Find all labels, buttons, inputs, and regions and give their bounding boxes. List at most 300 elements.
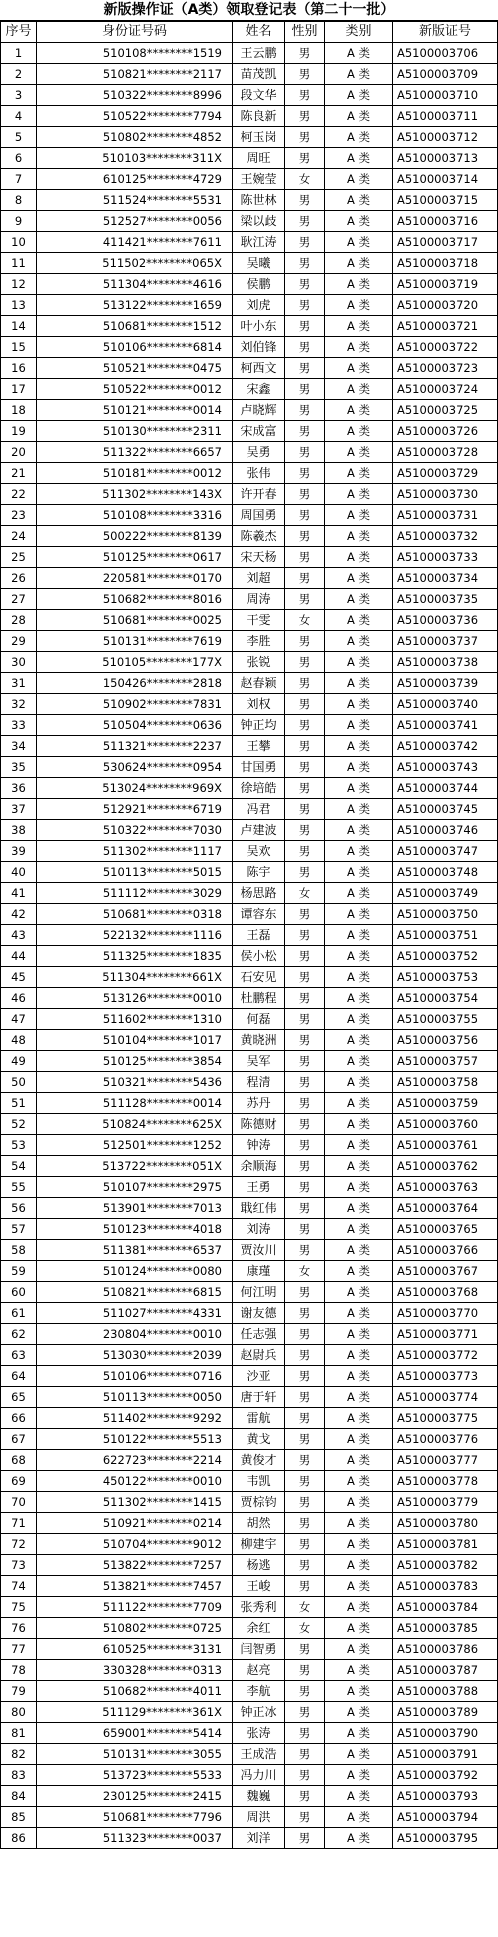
table-row <box>1 64 498 85</box>
cell-cert-number: A5100003714 <box>393 169 498 190</box>
cell-cert-number: A5100003745 <box>393 799 498 820</box>
cell-id-number: 513901********7013 <box>37 1198 233 1219</box>
cell-serial-no: 66 <box>1 1408 37 1429</box>
cell-serial-no: 55 <box>1 1177 37 1198</box>
cell-cert-number: A5100003760 <box>393 1114 498 1135</box>
cell-cert-number: A5100003770 <box>393 1303 498 1324</box>
cell-id-number: 230125********2415 <box>37 1786 233 1807</box>
cell-name: 赵春颖 <box>233 673 285 694</box>
cell-id-number: 510322********7030 <box>37 820 233 841</box>
cell-cert-number: A5100003730 <box>393 484 498 505</box>
cell-id-number: 230804********0010 <box>37 1324 233 1345</box>
cell-serial-no: 64 <box>1 1366 37 1387</box>
cell-category: A 类 <box>325 799 393 820</box>
cell-cert-number: A5100003740 <box>393 694 498 715</box>
cell-name: 陈羲杰 <box>233 526 285 547</box>
cell-id-number: 511323********0037 <box>37 1828 233 1849</box>
cell-cert-number: A5100003720 <box>393 295 498 316</box>
cell-name: 王磊 <box>233 925 285 946</box>
cell-cert-number: A5100003741 <box>393 715 498 736</box>
cell-category: A 类 <box>325 610 393 631</box>
cell-gender: 男 <box>285 253 325 274</box>
cell-id-number: 510106********6814 <box>37 337 233 358</box>
cell-category: A 类 <box>325 505 393 526</box>
table-row <box>1 1219 498 1240</box>
cell-id-number: 511322********6657 <box>37 442 233 463</box>
cell-gender: 男 <box>285 799 325 820</box>
table-row <box>1 358 498 379</box>
cell-category: A 类 <box>325 1576 393 1597</box>
cell-name: 吴军 <box>233 1051 285 1072</box>
cell-serial-no: 33 <box>1 715 37 736</box>
cell-category: A 类 <box>325 295 393 316</box>
table-row <box>1 946 498 967</box>
cell-name: 徐培皓 <box>233 778 285 799</box>
cell-serial-no: 19 <box>1 421 37 442</box>
cell-cert-number: A5100003747 <box>393 841 498 862</box>
cell-serial-no: 68 <box>1 1450 37 1471</box>
cell-id-number: 622723********2214 <box>37 1450 233 1471</box>
cell-gender: 男 <box>285 1387 325 1408</box>
cell-cert-number: A5100003783 <box>393 1576 498 1597</box>
cell-name: 王峻 <box>233 1576 285 1597</box>
cell-name: 王云鹏 <box>233 43 285 64</box>
cell-category: A 类 <box>325 1135 393 1156</box>
cell-id-number: 513723********5533 <box>37 1765 233 1786</box>
table-row <box>1 337 498 358</box>
cell-name: 余顺海 <box>233 1156 285 1177</box>
cell-category: A 类 <box>325 1345 393 1366</box>
cell-gender: 男 <box>285 1282 325 1303</box>
table-row <box>1 715 498 736</box>
cell-serial-no: 38 <box>1 820 37 841</box>
cell-gender: 男 <box>285 85 325 106</box>
cell-category: A 类 <box>325 64 393 85</box>
table-header <box>1 22 498 43</box>
cell-name: 魏巍 <box>233 1786 285 1807</box>
cell-gender: 男 <box>285 295 325 316</box>
cell-name: 胡然 <box>233 1513 285 1534</box>
cell-serial-no: 46 <box>1 988 37 1009</box>
cell-id-number: 511027********4331 <box>37 1303 233 1324</box>
cell-gender: 男 <box>285 757 325 778</box>
cell-serial-no: 27 <box>1 589 37 610</box>
cell-serial-no: 21 <box>1 463 37 484</box>
cell-name: 李航 <box>233 1681 285 1702</box>
cell-serial-no: 60 <box>1 1282 37 1303</box>
cell-name: 柯西文 <box>233 358 285 379</box>
cell-category: A 类 <box>325 1492 393 1513</box>
cell-name: 余红 <box>233 1618 285 1639</box>
cell-name: 柯玉岗 <box>233 127 285 148</box>
cell-serial-no: 73 <box>1 1555 37 1576</box>
cell-category: A 类 <box>325 694 393 715</box>
cell-category: A 类 <box>325 1744 393 1765</box>
cell-category: A 类 <box>325 568 393 589</box>
cell-category: A 类 <box>325 1156 393 1177</box>
cell-serial-no: 31 <box>1 673 37 694</box>
cell-serial-no: 40 <box>1 862 37 883</box>
cell-cert-number: A5100003716 <box>393 211 498 232</box>
cell-gender: 男 <box>285 1534 325 1555</box>
cell-cert-number: A5100003761 <box>393 1135 498 1156</box>
cell-id-number: 510921********0214 <box>37 1513 233 1534</box>
cell-gender: 男 <box>285 442 325 463</box>
cell-gender: 男 <box>285 1366 325 1387</box>
cell-name: 程清 <box>233 1072 285 1093</box>
cell-serial-no: 58 <box>1 1240 37 1261</box>
table-row <box>1 862 498 883</box>
cell-gender: 男 <box>285 1786 325 1807</box>
cell-cert-number: A5100003767 <box>393 1261 498 1282</box>
cell-cert-number: A5100003759 <box>393 1093 498 1114</box>
cell-cert-number: A5100003795 <box>393 1828 498 1849</box>
table-row <box>1 43 498 64</box>
cell-gender: 男 <box>285 1744 325 1765</box>
cell-name: 王勇 <box>233 1177 285 1198</box>
table-row <box>1 1555 498 1576</box>
cell-name: 钟涛 <box>233 1135 285 1156</box>
cell-gender: 男 <box>285 841 325 862</box>
cell-id-number: 510821********6815 <box>37 1282 233 1303</box>
cell-serial-no: 2 <box>1 64 37 85</box>
cell-category: A 类 <box>325 1030 393 1051</box>
cell-category: A 类 <box>325 1786 393 1807</box>
cell-cert-number: A5100003725 <box>393 400 498 421</box>
cell-gender: 男 <box>285 1639 325 1660</box>
cell-gender: 男 <box>285 421 325 442</box>
cell-id-number: 510122********5513 <box>37 1429 233 1450</box>
cell-category: A 类 <box>325 1261 393 1282</box>
cell-cert-number: A5100003718 <box>393 253 498 274</box>
cell-category: A 类 <box>325 169 393 190</box>
cell-serial-no: 43 <box>1 925 37 946</box>
table-row <box>1 547 498 568</box>
cell-serial-no: 86 <box>1 1828 37 1849</box>
cell-name: 周涛 <box>233 589 285 610</box>
cell-cert-number: A5100003731 <box>393 505 498 526</box>
cell-name: 侯小松 <box>233 946 285 967</box>
cell-id-number: 511381********6537 <box>37 1240 233 1261</box>
cell-gender: 男 <box>285 379 325 400</box>
cell-category: A 类 <box>325 1702 393 1723</box>
cell-category: A 类 <box>325 43 393 64</box>
table-row <box>1 757 498 778</box>
cell-id-number: 510130********2311 <box>37 421 233 442</box>
cell-serial-no: 67 <box>1 1429 37 1450</box>
cell-serial-no: 78 <box>1 1660 37 1681</box>
cell-serial-no: 25 <box>1 547 37 568</box>
cell-gender: 男 <box>285 631 325 652</box>
cell-serial-no: 63 <box>1 1345 37 1366</box>
table-row <box>1 652 498 673</box>
cell-category: A 类 <box>325 85 393 106</box>
cell-name: 侯鹏 <box>233 274 285 295</box>
cell-gender: 男 <box>285 862 325 883</box>
cell-category: A 类 <box>325 820 393 841</box>
cell-gender: 男 <box>285 1765 325 1786</box>
cell-name: 宋鑫 <box>233 379 285 400</box>
cell-id-number: 330328********0313 <box>37 1660 233 1681</box>
cell-cert-number: A5100003748 <box>393 862 498 883</box>
cell-cert-number: A5100003755 <box>393 1009 498 1030</box>
table-row <box>1 1345 498 1366</box>
table-row <box>1 106 498 127</box>
cell-cert-number: A5100003788 <box>393 1681 498 1702</box>
cell-id-number: 510322********8996 <box>37 85 233 106</box>
cell-category: A 类 <box>325 211 393 232</box>
cell-name: 杨思路 <box>233 883 285 904</box>
table-row <box>1 1492 498 1513</box>
cell-category: A 类 <box>325 589 393 610</box>
cell-gender: 男 <box>285 232 325 253</box>
cell-id-number: 510681********0318 <box>37 904 233 925</box>
table-row <box>1 148 498 169</box>
cell-cert-number: A5100003793 <box>393 1786 498 1807</box>
cell-category: A 类 <box>325 1471 393 1492</box>
cell-cert-number: A5100003753 <box>393 967 498 988</box>
cell-name: 王成浩 <box>233 1744 285 1765</box>
cell-id-number: 511302********1117 <box>37 841 233 862</box>
cell-cert-number: A5100003711 <box>393 106 498 127</box>
cell-gender: 男 <box>285 1450 325 1471</box>
cell-name: 梁以歧 <box>233 211 285 232</box>
cell-serial-no: 77 <box>1 1639 37 1660</box>
cell-name: 干雯 <box>233 610 285 631</box>
header-category: 类别 <box>325 22 393 43</box>
cell-name: 宋成富 <box>233 421 285 442</box>
cell-category: A 类 <box>325 757 393 778</box>
cell-gender: 男 <box>285 337 325 358</box>
cell-serial-no: 51 <box>1 1093 37 1114</box>
cell-cert-number: A5100003763 <box>393 1177 498 1198</box>
cell-name: 任志强 <box>233 1324 285 1345</box>
header-gender: 性别 <box>285 22 325 43</box>
table-row <box>1 1282 498 1303</box>
cell-category: A 类 <box>325 1114 393 1135</box>
cell-id-number: 510681********7796 <box>37 1807 233 1828</box>
table-row <box>1 484 498 505</box>
cell-gender: 男 <box>285 526 325 547</box>
cell-gender: 男 <box>285 400 325 421</box>
cell-gender: 男 <box>285 967 325 988</box>
cell-gender: 女 <box>285 1618 325 1639</box>
cell-gender: 男 <box>285 1114 325 1135</box>
cell-gender: 男 <box>285 547 325 568</box>
cell-gender: 男 <box>285 1345 325 1366</box>
cell-name: 黄俊才 <box>233 1450 285 1471</box>
table-row <box>1 1639 498 1660</box>
cell-id-number: 510106********0716 <box>37 1366 233 1387</box>
cell-serial-no: 17 <box>1 379 37 400</box>
table-row <box>1 1030 498 1051</box>
cell-id-number: 511129********361X <box>37 1702 233 1723</box>
table-row <box>1 211 498 232</box>
cell-id-number: 511122********7709 <box>37 1597 233 1618</box>
cell-name: 唐于轩 <box>233 1387 285 1408</box>
registration-table <box>0 21 498 1849</box>
cell-serial-no: 26 <box>1 568 37 589</box>
cell-category: A 类 <box>325 316 393 337</box>
cell-category: A 类 <box>325 379 393 400</box>
cell-gender: 男 <box>285 1009 325 1030</box>
cell-gender: 女 <box>285 610 325 631</box>
cell-gender: 男 <box>285 190 325 211</box>
cell-serial-no: 8 <box>1 190 37 211</box>
cell-id-number: 511304********4616 <box>37 274 233 295</box>
cell-serial-no: 82 <box>1 1744 37 1765</box>
cell-category: A 类 <box>325 1324 393 1345</box>
cell-cert-number: A5100003757 <box>393 1051 498 1072</box>
cell-gender: 男 <box>285 1072 325 1093</box>
table-row <box>1 904 498 925</box>
cell-category: A 类 <box>325 106 393 127</box>
table-body <box>1 43 498 1849</box>
cell-id-number: 513030********2039 <box>37 1345 233 1366</box>
table-row <box>1 190 498 211</box>
cell-gender: 男 <box>285 1051 325 1072</box>
cell-category: A 类 <box>325 1534 393 1555</box>
cell-id-number: 510681********0025 <box>37 610 233 631</box>
cell-id-number: 510521********0475 <box>37 358 233 379</box>
cell-category: A 类 <box>325 1282 393 1303</box>
cell-name: 黄戈 <box>233 1429 285 1450</box>
cell-category: A 类 <box>325 988 393 1009</box>
table-row <box>1 1807 498 1828</box>
cell-serial-no: 10 <box>1 232 37 253</box>
cell-name: 周洪 <box>233 1807 285 1828</box>
cell-serial-no: 6 <box>1 148 37 169</box>
table-row <box>1 967 498 988</box>
table-row <box>1 1156 498 1177</box>
cell-serial-no: 23 <box>1 505 37 526</box>
cell-cert-number: A5100003732 <box>393 526 498 547</box>
cell-category: A 类 <box>325 778 393 799</box>
cell-name: 戢红伟 <box>233 1198 285 1219</box>
cell-name: 周国勇 <box>233 505 285 526</box>
cell-gender: 女 <box>285 1597 325 1618</box>
cell-id-number: 511302********1415 <box>37 1492 233 1513</box>
cell-name: 赵尉兵 <box>233 1345 285 1366</box>
cell-id-number: 511304********661X <box>37 967 233 988</box>
cell-cert-number: A5100003750 <box>393 904 498 925</box>
cell-cert-number: A5100003739 <box>393 673 498 694</box>
cell-serial-no: 84 <box>1 1786 37 1807</box>
cell-id-number: 450122********0010 <box>37 1471 233 1492</box>
cell-gender: 男 <box>285 1702 325 1723</box>
cell-id-number: 510125********0617 <box>37 547 233 568</box>
table-row <box>1 274 498 295</box>
cell-serial-no: 45 <box>1 967 37 988</box>
table-row <box>1 1114 498 1135</box>
cell-id-number: 510824********625X <box>37 1114 233 1135</box>
table-row <box>1 1534 498 1555</box>
cell-name: 柳建宇 <box>233 1534 285 1555</box>
cell-cert-number: A5100003780 <box>393 1513 498 1534</box>
cell-cert-number: A5100003790 <box>393 1723 498 1744</box>
cell-name: 吴曦 <box>233 253 285 274</box>
cell-id-number: 513024********969X <box>37 778 233 799</box>
cell-category: A 类 <box>325 715 393 736</box>
cell-id-number: 510113********5015 <box>37 862 233 883</box>
cell-category: A 类 <box>325 1387 393 1408</box>
cell-serial-no: 11 <box>1 253 37 274</box>
cell-serial-no: 72 <box>1 1534 37 1555</box>
cell-category: A 类 <box>325 1660 393 1681</box>
cell-gender: 男 <box>285 127 325 148</box>
cell-id-number: 511502********065X <box>37 253 233 274</box>
cell-cert-number: A5100003744 <box>393 778 498 799</box>
table-row <box>1 463 498 484</box>
table-row <box>1 1744 498 1765</box>
table-row <box>1 589 498 610</box>
cell-cert-number: A5100003713 <box>393 148 498 169</box>
table-row <box>1 1786 498 1807</box>
cell-cert-number: A5100003778 <box>393 1471 498 1492</box>
cell-gender: 男 <box>285 106 325 127</box>
header-row <box>1 22 498 43</box>
cell-category: A 类 <box>325 1009 393 1030</box>
cell-cert-number: A5100003774 <box>393 1387 498 1408</box>
cell-category: A 类 <box>325 526 393 547</box>
cell-cert-number: A5100003712 <box>393 127 498 148</box>
cell-id-number: 510504********0636 <box>37 715 233 736</box>
cell-name: 张锐 <box>233 652 285 673</box>
table-row <box>1 1408 498 1429</box>
cell-serial-no: 80 <box>1 1702 37 1723</box>
table-row <box>1 232 498 253</box>
cell-gender: 女 <box>285 1261 325 1282</box>
cell-serial-no: 12 <box>1 274 37 295</box>
cell-id-number: 500222********8139 <box>37 526 233 547</box>
table-row <box>1 610 498 631</box>
cell-gender: 男 <box>285 1408 325 1429</box>
cell-name: 叶小东 <box>233 316 285 337</box>
cell-id-number: 513722********051X <box>37 1156 233 1177</box>
cell-serial-no: 79 <box>1 1681 37 1702</box>
cell-serial-no: 56 <box>1 1198 37 1219</box>
cell-cert-number: A5100003724 <box>393 379 498 400</box>
cell-category: A 类 <box>325 253 393 274</box>
cell-gender: 男 <box>285 1807 325 1828</box>
cell-cert-number: A5100003717 <box>393 232 498 253</box>
table-row <box>1 1261 498 1282</box>
table-row <box>1 673 498 694</box>
cell-gender: 男 <box>285 1240 325 1261</box>
cell-category: A 类 <box>325 1513 393 1534</box>
cell-serial-no: 52 <box>1 1114 37 1135</box>
cell-name: 沙亚 <box>233 1366 285 1387</box>
cell-id-number: 510321********5436 <box>37 1072 233 1093</box>
table-row <box>1 1135 498 1156</box>
cell-name: 刘超 <box>233 568 285 589</box>
cell-category: A 类 <box>325 904 393 925</box>
cell-cert-number: A5100003737 <box>393 631 498 652</box>
cell-serial-no: 35 <box>1 757 37 778</box>
cell-gender: 男 <box>285 652 325 673</box>
cell-gender: 女 <box>285 169 325 190</box>
cell-gender: 男 <box>285 736 325 757</box>
cell-cert-number: A5100003791 <box>393 1744 498 1765</box>
table-row <box>1 841 498 862</box>
table-row <box>1 1660 498 1681</box>
cell-cert-number: A5100003794 <box>393 1807 498 1828</box>
cell-gender: 男 <box>285 484 325 505</box>
cell-serial-no: 42 <box>1 904 37 925</box>
cell-serial-no: 18 <box>1 400 37 421</box>
cell-name: 吴欢 <box>233 841 285 862</box>
cell-serial-no: 1 <box>1 43 37 64</box>
